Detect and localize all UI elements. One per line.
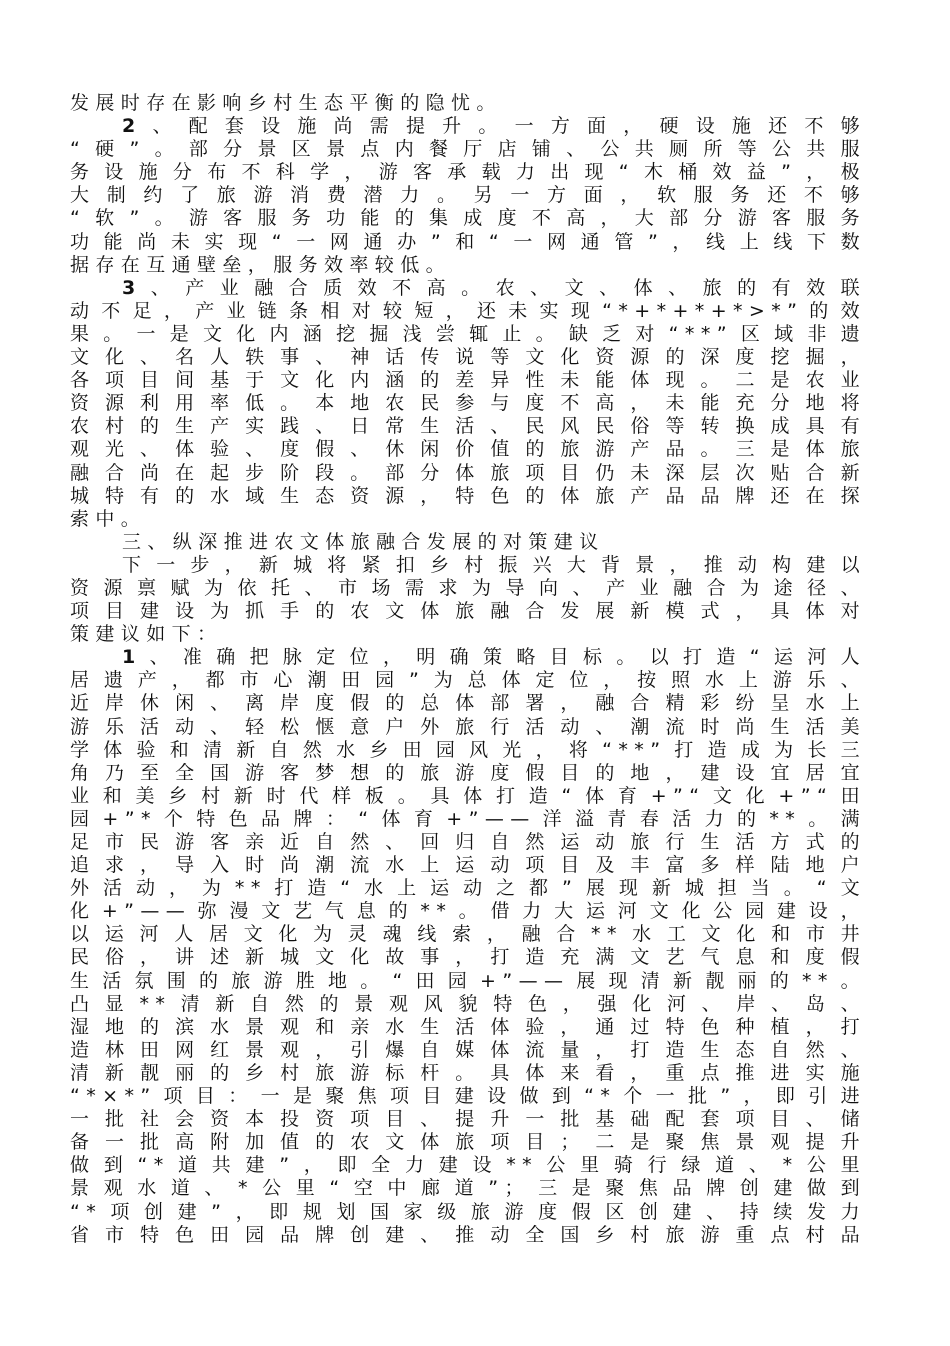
- text-line: [70, 184, 866, 207]
- list-number: 2: [122, 115, 142, 138]
- text-line: [70, 161, 866, 184]
- text-line: [70, 1131, 866, 1154]
- text-line: [70, 923, 866, 946]
- line-text: “*项创建”，即规划国家级旅游度假区创建、持续发力: [70, 1200, 866, 1223]
- line-text: 融合尚在起步阶段。部分体旅项目仍未深层次贴合新: [70, 461, 866, 484]
- line-text: 动不足，产业链条相对较短，还未实现“*+*+*+*>*”的效: [70, 299, 866, 322]
- text-line: [70, 485, 866, 508]
- text-line: [70, 438, 866, 461]
- text-line: [70, 577, 866, 600]
- text-line: [70, 1108, 866, 1131]
- line-text: 、产业融合质效不高。农、文、体、旅的有效联: [141, 276, 866, 299]
- text-line: [70, 692, 866, 715]
- line-text: 各项目间基于文化内涵的差异性未能体现。二是农业: [70, 369, 866, 392]
- text-line: [70, 1177, 866, 1200]
- text-line: [70, 554, 866, 577]
- line-text: 城特有的水域生态资源，特色的体旅产品品牌还在探: [70, 484, 866, 507]
- line-text: “软”。游客服务功能的集成度不高，大部分游客服务: [70, 207, 866, 230]
- text-line: [70, 462, 866, 485]
- text-line: [70, 508, 866, 531]
- line-text: 文化、名人轶事、神话传说等文化资源的深度挖掘，: [70, 346, 866, 369]
- text-line: [70, 254, 866, 277]
- line-text: 游乐活动、轻松惬意户外旅行活动、潮流时尚生活美: [70, 715, 866, 738]
- line-text: 以运河人居文化为灵魂线索，融合**水工文化和市井: [70, 923, 866, 946]
- text-line: [70, 993, 866, 1016]
- line-text: 景观水道、*公里“空中廊道”；三是聚焦品牌创建做到: [70, 1177, 866, 1200]
- text-line: [70, 231, 866, 254]
- line-text: 清新靓丽的乡村旅游标杆。具体来看，重点推进实施: [70, 1061, 866, 1084]
- line-text: 省市特色田园品牌创建、推动全国乡村旅游重点村品: [70, 1223, 866, 1246]
- text-line: [70, 415, 866, 438]
- line-text: 湿地的滨水景观和亲水生活体验，通过特色种植，打: [70, 1015, 866, 1038]
- line-text: 凸显**清新自然的景观风貌特色，强化河、岸、岛、: [70, 992, 866, 1015]
- text-line: [70, 1085, 866, 1108]
- text-line: [70, 92, 866, 115]
- text-line: [70, 1016, 866, 1039]
- line-text: 、配套设施尚需提升。一方面，硬设施还不够: [141, 115, 866, 138]
- line-text: 索中。: [70, 507, 147, 530]
- text-line: [70, 900, 866, 923]
- line-text: 务设施分布不科学，游客承载力出现“木桶效益”，极: [70, 161, 866, 184]
- text-line: [70, 808, 866, 831]
- line-text: 项目建设为抓手的农文体旅融合发展新模式，具体对: [70, 600, 866, 623]
- list-number: 1: [122, 646, 142, 669]
- line-text: 策建议如下：: [70, 623, 223, 646]
- text-line: [70, 323, 866, 346]
- text-line: [70, 1154, 866, 1177]
- line-text: 外活动，为**打造“水上运动之都”展现新城担当。“文: [70, 877, 866, 900]
- text-line: [70, 1062, 866, 1085]
- text-line: [70, 600, 866, 623]
- line-text: 生活氛围的旅游胜地。“田园+”——展现清新靓丽的**。: [70, 969, 866, 992]
- line-text: 果。一是文化内涵挖掘浅尝辄止。缺乏对“**”区域非遗: [70, 322, 866, 345]
- text-line: [70, 531, 866, 554]
- line-text: 观光、体验、度假、休闲价值的旅游产品。三是体旅: [70, 438, 866, 461]
- text-line: [70, 138, 866, 161]
- line-text: “硬”。部分景区景点内餐厅店铺、公共厕所等公共服: [70, 138, 866, 161]
- line-text: 一批社会资本投资项目、提升一批基础配套项目、储: [70, 1108, 866, 1131]
- text-line: [70, 831, 866, 854]
- text-line: [70, 369, 866, 392]
- line-text: 发展时存在影响乡村生态平衡的隐忧。: [70, 92, 502, 114]
- line-text: 园+”*个特色品牌：“体育+”——洋溢青春活力的**。满: [70, 807, 866, 830]
- line-text: 下一步，新城将紧扣乡村振兴大背景，推动构建以: [122, 553, 866, 576]
- text-line: [70, 669, 866, 692]
- text-line: [70, 207, 866, 230]
- line-text: 学体验和清新自然水乡田园风光，将“**”打造成为长三: [70, 738, 866, 761]
- line-text: 近岸休闲、离岸度假的总体部署，融合精彩纷呈水上: [70, 692, 866, 715]
- line-text: 资源利用率低。本地农民参与度不高，未能充分地将: [70, 392, 866, 415]
- line-text: 化+”——弥漫文艺气息的**。借力大运河文化公园建设，: [70, 900, 866, 923]
- line-text: 足市民游客亲近自然、回归自然运动旅行生活方式的: [70, 831, 866, 853]
- line-text: 角乃至全国游客梦想的旅游度假目的地，建设宜居宜: [70, 761, 866, 784]
- text-line: [70, 970, 866, 993]
- list-number: 3: [122, 276, 142, 299]
- line-text: 造林田网红景观，引爆自媒体流量，打造生态自然、: [70, 1038, 866, 1061]
- text-line: [70, 300, 866, 323]
- line-text: 居遗产，都市心潮田园”为总体定位，按照水上游乐、: [70, 669, 866, 692]
- text-line: [70, 115, 866, 138]
- text-line: [70, 1039, 866, 1062]
- line-text: 民俗，讲述新城文化故事，打造充满文艺气息和度假: [70, 946, 866, 969]
- text-line: [70, 854, 866, 877]
- line-text: 功能尚未实现“一网通办”和“一网通管”，线上线下数: [70, 230, 866, 253]
- text-line: [70, 346, 866, 369]
- text-line: [70, 277, 866, 300]
- line-text: 资源禀赋为依托、市场需求为导向、产业融合为途径、: [70, 576, 866, 599]
- text-line: [70, 739, 866, 762]
- text-line: [70, 646, 866, 669]
- text-line: [70, 392, 866, 415]
- line-text: 、准确把脉定位，明确策略目标。以打造“运河人: [141, 646, 866, 669]
- text-line: [70, 946, 866, 969]
- text-line: [70, 877, 866, 900]
- line-text: 业和美乡村新时代样板。具体打造“体育+”“文化+”“田: [70, 784, 866, 807]
- text-line: [70, 623, 866, 646]
- line-text: 大制约了旅游消费潜力。另一方面，软服务还不够: [70, 184, 866, 207]
- text-line: [70, 1224, 866, 1247]
- line-text: 农村的生产实践、日常生活、民风民俗等转换成具有: [70, 415, 866, 438]
- line-text: 备一批高附加值的农文体旅项目；二是聚焦景观提升: [70, 1131, 866, 1154]
- text-line: [70, 785, 866, 808]
- line-text: “*×*”项目：一是聚焦项目建设做到“*个一批”，即引进: [70, 1085, 866, 1108]
- line-text: 追求，导入时尚潮流水上运动项目及丰富多样陆地户: [70, 854, 866, 877]
- line-text: 据存在互通壁垒，服务效率较低。: [70, 253, 452, 276]
- line-text: 做到“*道共建”，即全力建设**公里骑行绿道、*公里: [70, 1154, 866, 1177]
- text-line: [70, 762, 866, 785]
- text-line: [70, 716, 866, 739]
- text-line: [70, 1201, 866, 1224]
- document-body: [70, 92, 866, 1247]
- line-text: 三、纵深推进农文体旅融合发展的对策建议: [122, 530, 605, 553]
